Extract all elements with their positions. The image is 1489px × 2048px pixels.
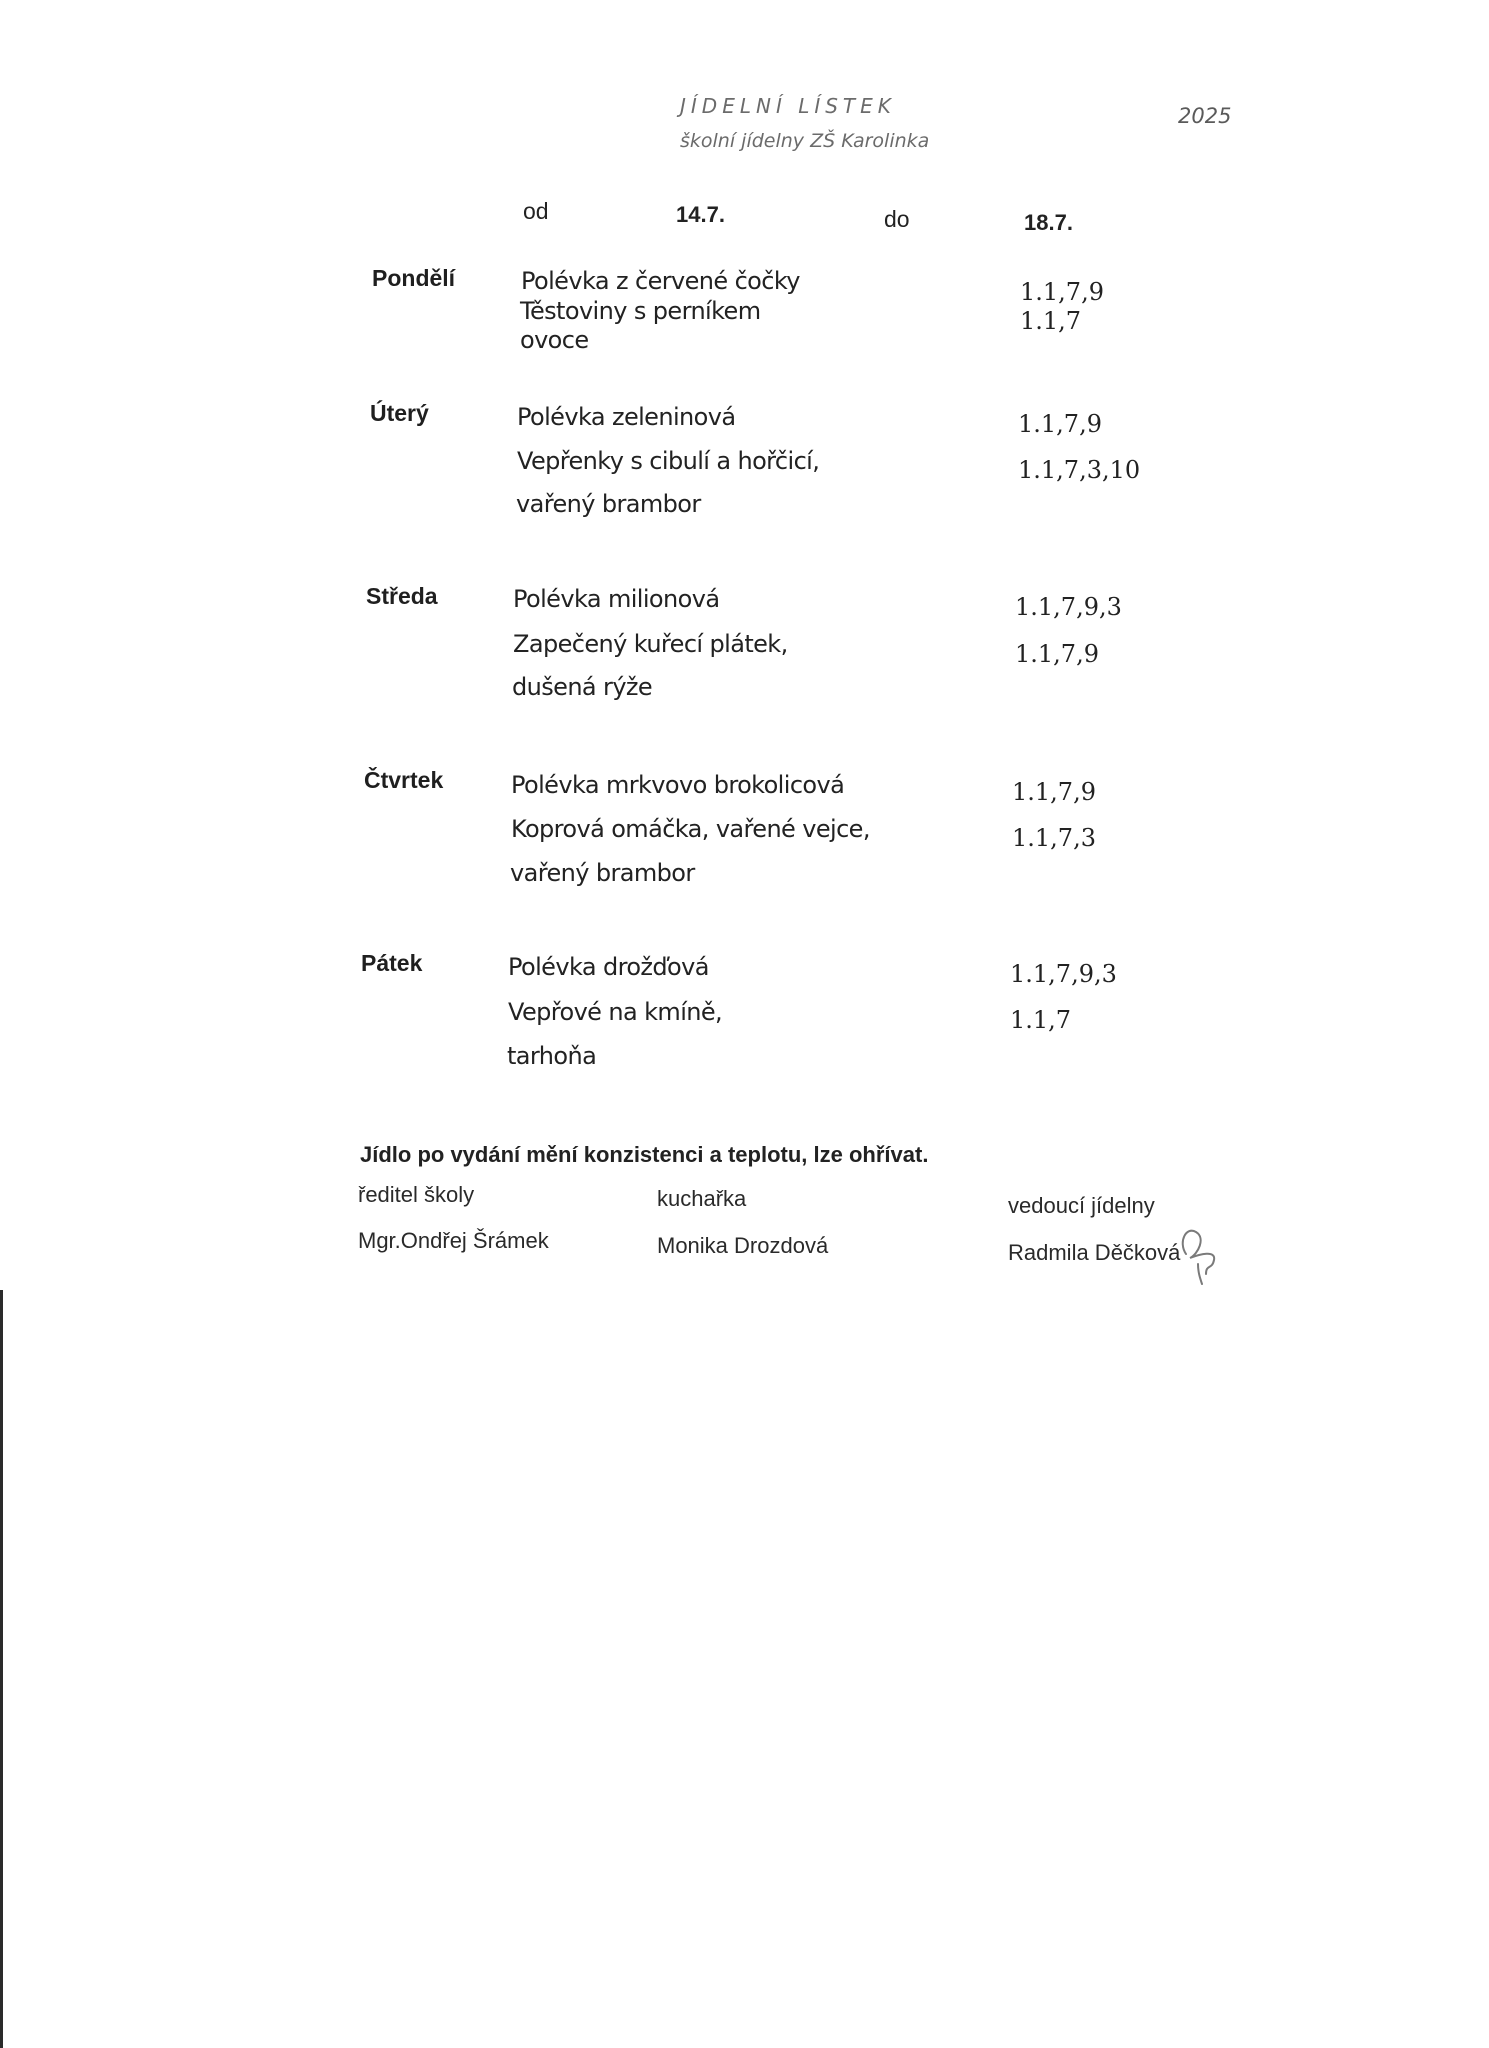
allergen-monday-main: 1.1,7 [1020,307,1082,335]
dish-monday-soup: Polévka z červené čočky [521,267,800,295]
day-name-thursday: Čtvrtek [364,767,444,793]
dish-friday-main: Vepřové na kmíně, [508,998,723,1026]
day-name-wednesday: Středa [366,583,438,609]
day-name-friday: Pátek [361,950,423,976]
dish-wednesday-side: dušená rýže [512,673,653,701]
allergen-wednesday-main: 1.1,7,9 [1015,640,1099,668]
serving-notice: Jídlo po vydání mění konzistenci a teplotu, lze ohřívat. [360,1142,929,1167]
day-name-monday: Pondělí [372,265,456,291]
dish-thursday-soup: Polévka mrkvovo brokolicová [511,771,845,799]
dish-wednesday-main: Zapečený kuřecí plátek, [513,630,788,658]
dish-tuesday-main: Vepřenky s cibulí a hořčicí, [517,447,820,475]
signature-name-director: Mgr.Ondřej Šrámek [358,1228,549,1253]
dish-monday-side: ovoce [520,326,589,354]
signature-role-manager: vedoucí jídelny [1008,1193,1155,1218]
allergen-monday-soup: 1.1,7,9 [1020,278,1104,306]
signature-name-cook: Monika Drozdová [657,1233,829,1258]
dish-monday-main: Těstoviny s perníkem [520,297,761,325]
dish-tuesday-soup: Polévka zeleninová [517,403,736,431]
menu-year: 2025 [1178,104,1232,128]
allergen-friday-soup: 1.1,7,9,3 [1010,960,1117,988]
signature-name-manager: Radmila Děčková [1008,1240,1181,1265]
dish-friday-soup: Polévka drožďová [508,953,709,981]
range-from-date: 14.7. [676,202,725,227]
menu-title: JÍDELNÍ LÍSTEK [680,94,896,118]
handwritten-signature-icon [1176,1224,1220,1286]
dish-friday-side: tarhoňa [507,1042,597,1070]
allergen-thursday-main: 1.1,7,3 [1012,824,1096,852]
menu-subtitle: školní jídelny ZŠ Karolinka [680,130,930,152]
scan-edge-shadow [0,1290,3,2048]
dish-tuesday-side: vařený brambor [516,490,701,518]
allergen-tuesday-soup: 1.1,7,9 [1018,410,1102,438]
dish-wednesday-soup: Polévka milionová [513,585,720,613]
allergen-thursday-soup: 1.1,7,9 [1012,778,1096,806]
signature-role-director: ředitel školy [358,1182,475,1207]
allergen-tuesday-main: 1.1,7,3,10 [1018,456,1141,484]
range-from-label: od [523,198,549,224]
dish-thursday-main: Koprová omáčka, vařené vejce, [511,815,870,843]
allergen-friday-main: 1.1,7 [1010,1006,1072,1034]
allergen-wednesday-soup: 1.1,7,9,3 [1015,593,1122,621]
day-name-tuesday: Úterý [370,400,429,426]
range-to-date: 18.7. [1024,210,1073,235]
dish-thursday-side: vařený brambor [510,859,695,887]
range-to-label: do [884,206,910,232]
signature-role-cook: kuchařka [657,1186,747,1211]
